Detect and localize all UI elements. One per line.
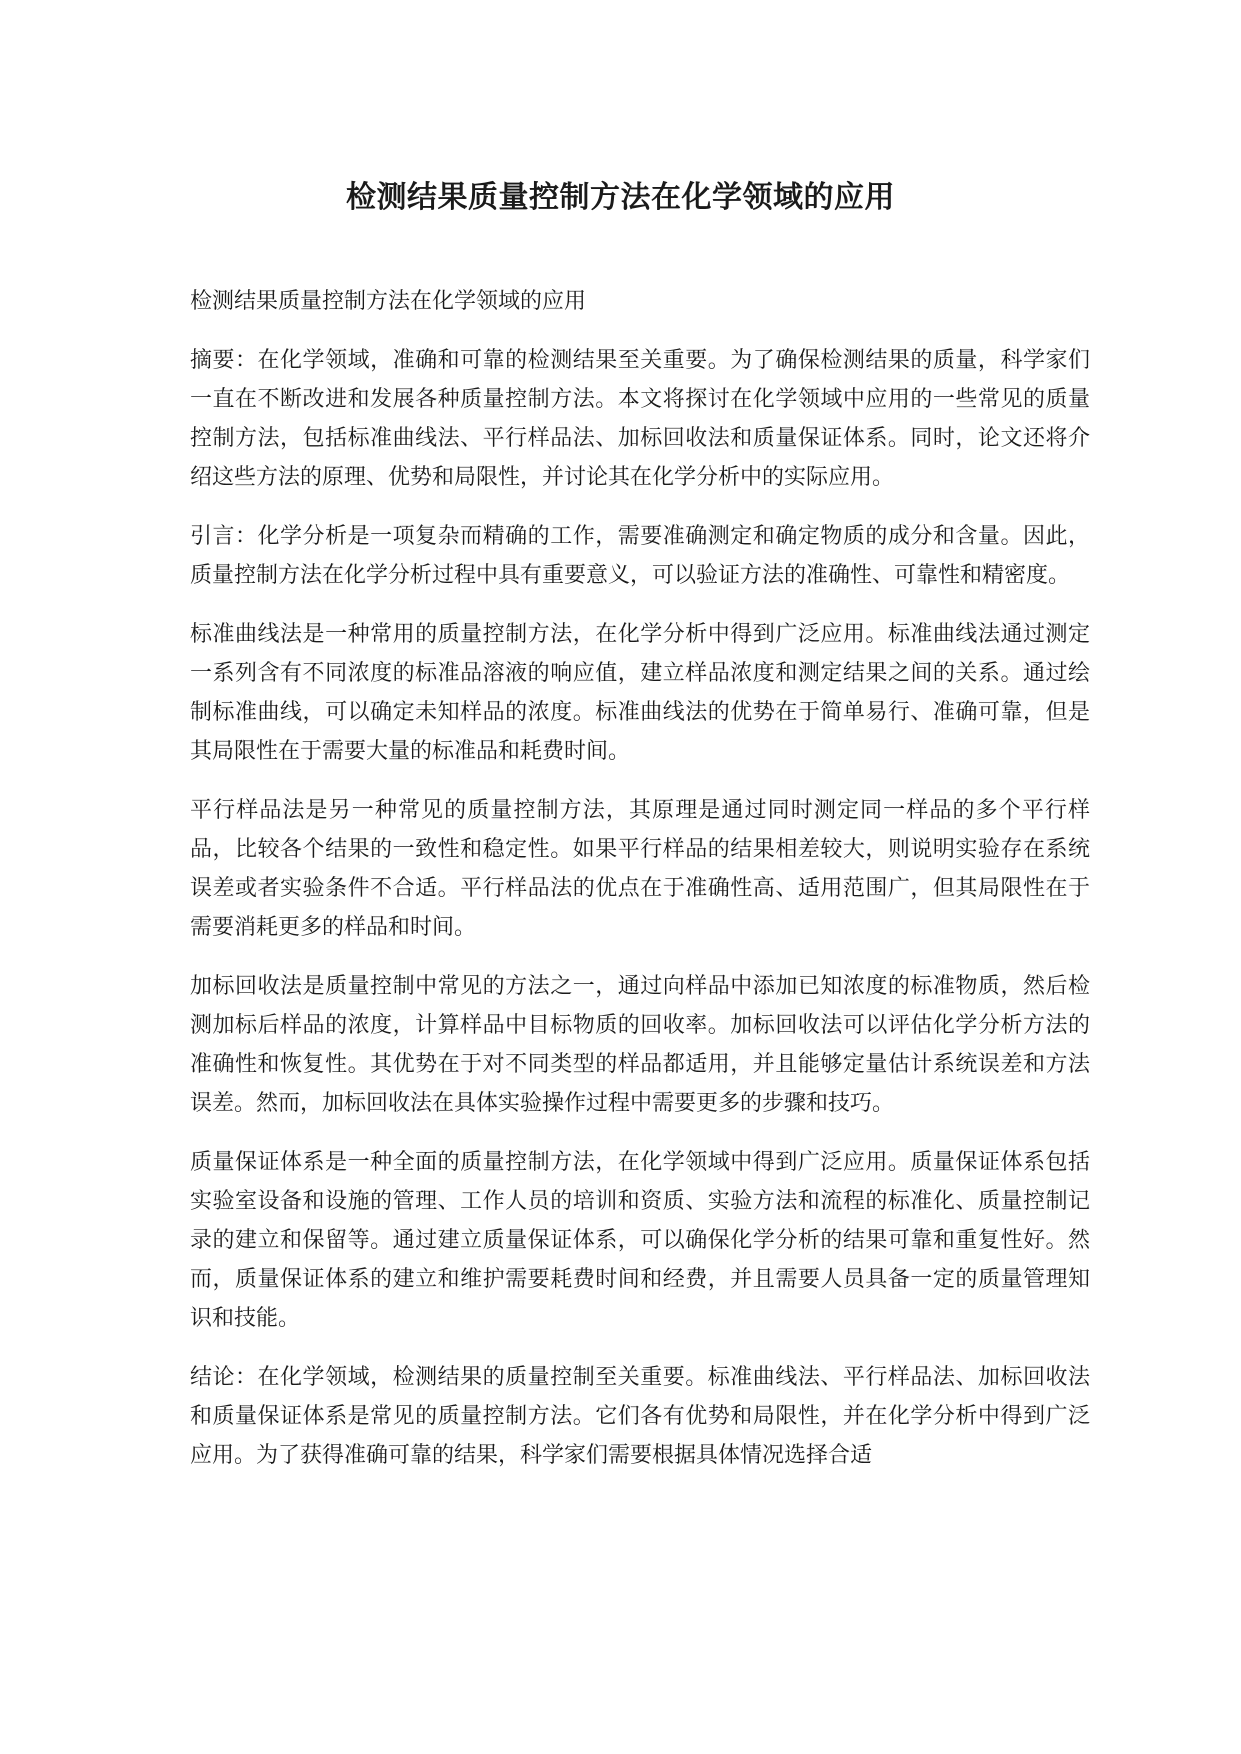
- paragraph-conclusion: 结论：在化学领域，检测结果的质量控制至关重要。标准曲线法、平行样品法、加标回收法和质量保证体系是常见的质量控制方法。它们各有优势和局限性，并在化学分析中得到广泛应用。为了获得准确可靠的结果，科学家们需要根据具体情况选择合适: [190, 1365, 1090, 1468]
- paragraph-introduction: 引言：化学分析是一项复杂而精确的工作，需要准确测定和确定物质的成分和含量。因此，质量控制方法在化学分析过程中具有重要意义，可以验证方法的准确性、可靠性和精密度。: [190, 524, 1090, 588]
- document-body: [190, 282, 1090, 1495]
- paragraph-parallel-samples: 平行样品法是另一种常见的质量控制方法，其原理是通过同时测定同一样品的多个平行样品，比较各个结果的一致性和稳定性。如果平行样品的结果相差较大，则说明实验存在系统误差或者实验条件不合适。平行样品法的优点在于准确性高、适用范围广，但其局限性在于需要消耗更多的样品和时间。: [190, 798, 1090, 940]
- document-title: 检测结果质量控制方法在化学领域的应用: [346, 180, 895, 215]
- paragraph-standard-curve: 标准曲线法是一种常用的质量控制方法，在化学分析中得到广泛应用。标准曲线法通过测定一系列含有不同浓度的标准品溶液的响应值，建立样品浓度和测定结果之间的关系。通过绘制标准曲线，可以确定未知样品的浓度。标准曲线法的优势在于简单易行、准确可靠，但是其局限性在于需要大量的标准品和耗费时间。: [190, 622, 1090, 764]
- document-subtitle: 检测结果质量控制方法在化学领域的应用: [190, 289, 587, 314]
- paragraph-spike-recovery: 加标回收法是质量控制中常见的方法之一，通过向样品中添加已知浓度的标准物质，然后检测加标后样品的浓度，计算样品中目标物质的回收率。加标回收法可以评估化学分析方法的准确性和恢复性。其优势在于对不同类型的样品都适用，并且能够定量估计系统误差和方法误差。然而，加标回收法在具体实验操作过程中需要更多的步骤和技巧。: [190, 974, 1090, 1116]
- paragraph-quality-assurance: 质量保证体系是一种全面的质量控制方法，在化学领域中得到广泛应用。质量保证体系包括实验室设备和设施的管理、工作人员的培训和资质、实验方法和流程的标准化、质量控制记录的建立和保留等。通过建立质量保证体系，可以确保化学分析的结果可靠和重复性好。然而，质量保证体系的建立和维护需要耗费时间和经费，并且需要人员具备一定的质量管理知识和技能。: [190, 1150, 1090, 1331]
- paragraph-abstract: 摘要：在化学领域，准确和可靠的检测结果至关重要。为了确保检测结果的质量，科学家们一直在不断改进和发展各种质量控制方法。本文将探讨在化学领域中应用的一些常见的质量控制方法，包括标准曲线法、平行样品法、加标回收法和质量保证体系。同时，论文还将介绍这些方法的原理、优势和局限性，并讨论其在化学分析中的实际应用。: [190, 348, 1090, 490]
